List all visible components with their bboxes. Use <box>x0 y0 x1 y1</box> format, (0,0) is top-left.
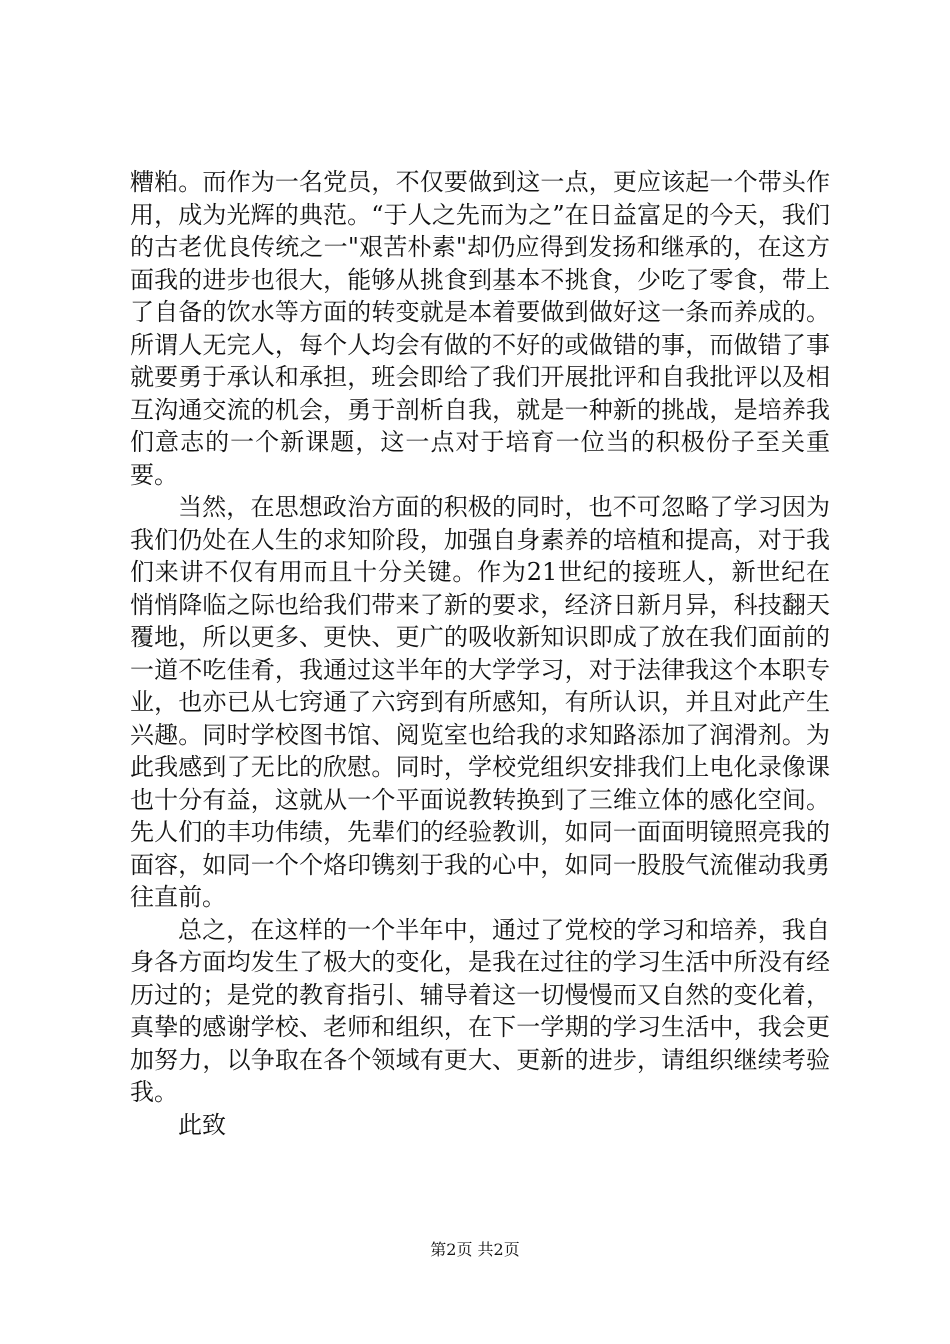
page-number: 第2页 共2页 <box>430 1240 520 1259</box>
page-footer <box>0 1240 950 1260</box>
paragraph-2: 当然，在思想政治方面的积极的同时，也不可忽略了学习因为我们仍处在人生的求知阶段，加强自身素养的培植和提高，对于我们来讲不仅有用而且十分关键。作为21世纪的接班人，新世纪在悄悄降临之际也给我们带来了新的要求，经济日新月异，科技翻天覆地，所以更多、更快、更广的吸收新知识即成了放在我们面前的一道不吃佳肴，我通过这半年的大学学习，对于法律我这个本职专业，也亦已从七窍通了六窍到有所感知，有所认识，并且对此产生兴趣。同时学校图书馆、阅览室也给我的求知路添加了润滑剂。为此我感到了无比的欣慰。同时，学校党组织安排我们上电化录像课也十分有益，这就从一个平面说教转换到了三维立体的感化空间。先人们的丰功伟绩，先辈们的经验教训，如同一面面明镜照亮我的面容，如同一个个烙印镌刻于我的心中，如同一股股气流催动我勇往直前。 <box>130 493 830 911</box>
paragraph-3: 总之，在这样的一个半年中，通过了党校的学习和培养，我自身各方面均发生了极大的变化，是我在过往的学习生活中所没有经历过的；是党的教育指引、辅导着这一切慢慢而又自然的变化着，真挚的感谢学校、老师和组织，在下一学期的学习生活中，我会更加努力，以争取在各个领域有更大、更新的进步，请组织继续考验我。 <box>130 915 830 1106</box>
closing-salutation: 此致 <box>178 1110 226 1139</box>
paragraph-1: 糟粕。而作为一名党员，不仅要做到这一点，更应该起一个带头作用，成为光辉的典范。“于人之先而为之”在日益富足的今天，我们的古老优良传统之一"艰苦朴素"却仍应得到发扬和继承的，在这方面我的进步也很大，能够从挑食到基本不挑食，少吃了零食，带上了自备的饮水等方面的转变就是本着要做到做好这一条而养成的。所谓人无完人，每个人均会有做的不好的或做错的事，而做错了事就要勇于承认和承担，班会即给了我们开展批评和自我批评以及相互沟通交流的机会，勇于剖析自我，就是一种新的挑战，是培养我们意志的一个新课题，这一点对于培育一位当的积极份子至关重要。 <box>130 168 830 489</box>
document-body <box>130 166 830 1141</box>
